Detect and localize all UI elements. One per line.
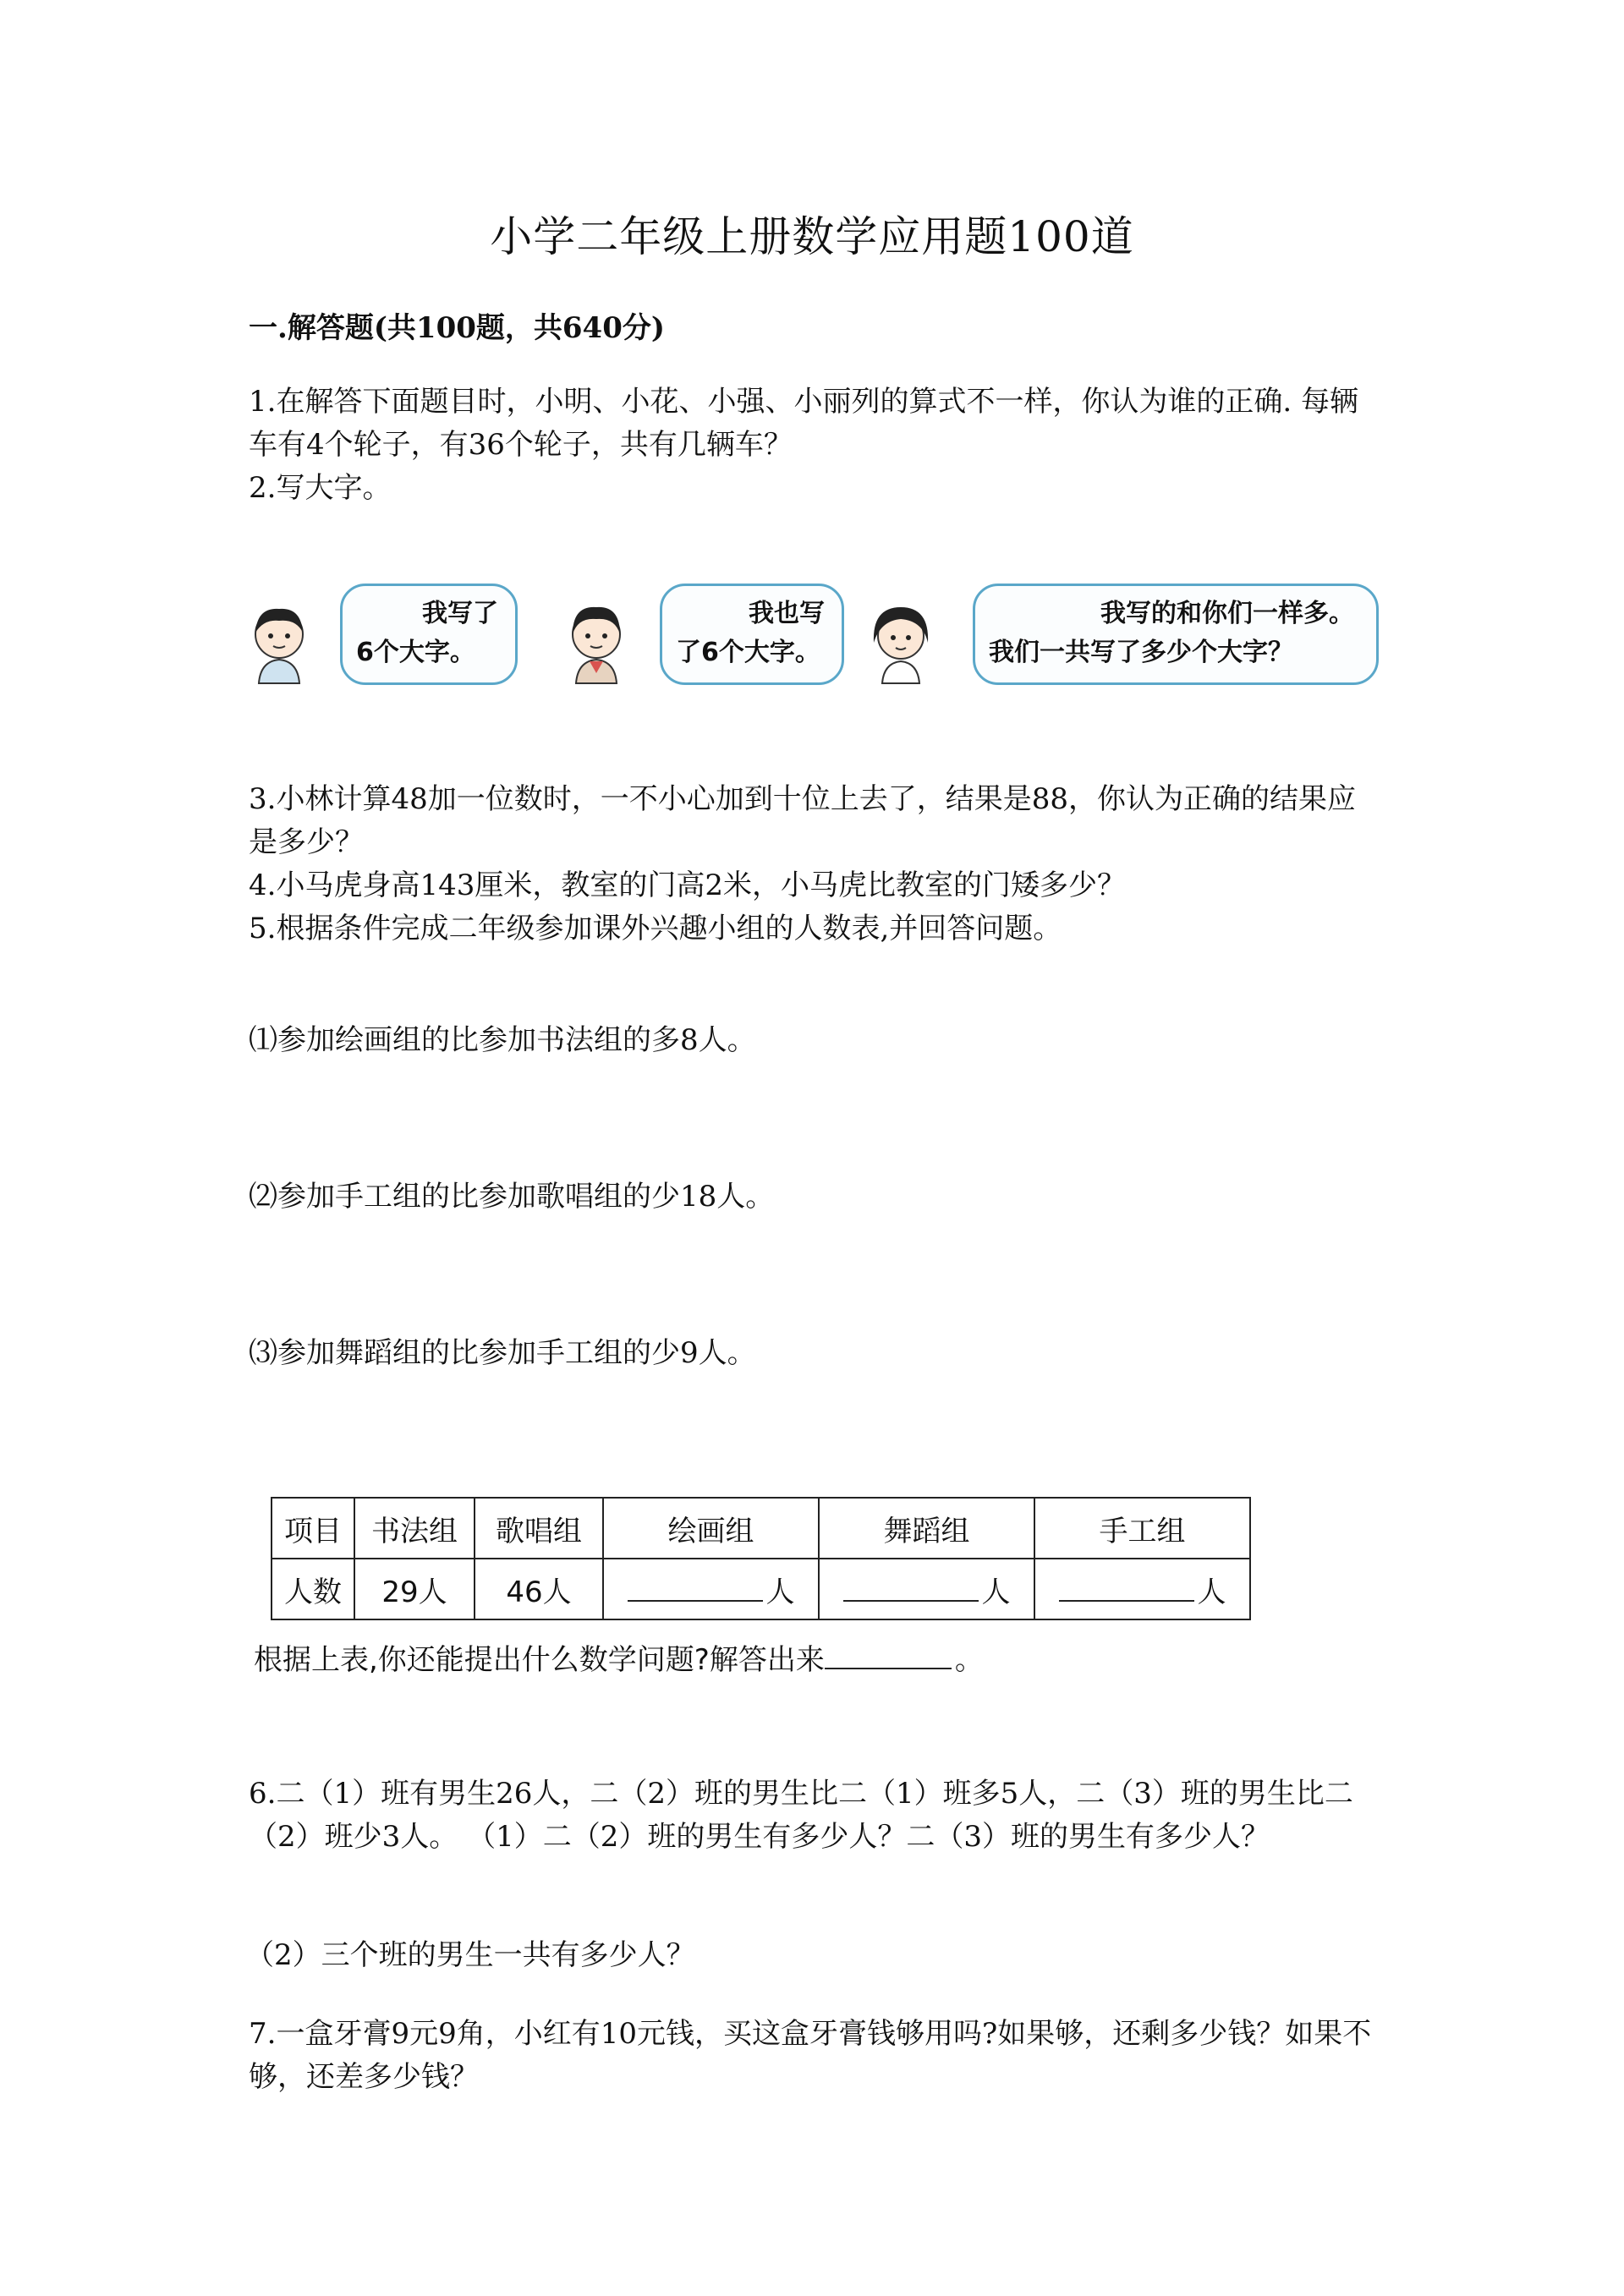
question-1: 1.在解答下面题目时，小明、小花、小强、小丽列的算式不一样，你认为谁的正确. 每辆车有4个轮子，有36个轮子，共有几辆车？ xyxy=(249,385,1359,462)
table-blank-cell[interactable] xyxy=(603,1559,819,1619)
question-7: 7.一盒牙膏9元9角，小红有10元钱，买这盒牙膏钱够用吗?如果够，还剩多少钱？如果不够，还差多少钱？ xyxy=(249,2017,1372,2094)
table-header-row xyxy=(272,1498,1250,1559)
speech-bubble-3 xyxy=(973,584,1379,685)
bubble-1-line-2: 6个大字。 xyxy=(356,638,475,667)
question-5-condition-2: ⑵参加手工组的比参加歌唱组的少18人。 xyxy=(249,1180,775,1214)
table-cell: 46人 xyxy=(475,1559,603,1619)
boy-icon xyxy=(562,600,630,685)
table-follow-up-text: 根据上表,你还能提出什么数学问题?解答出来 xyxy=(254,1643,825,1677)
answer-blank[interactable] xyxy=(1059,1571,1194,1602)
table-header-cell: 舞蹈组 xyxy=(819,1498,1034,1559)
dialogue-illustration xyxy=(245,575,1387,702)
question-2: 2.写大字。 xyxy=(249,471,392,505)
bubble-2-line-1: 我也写 xyxy=(749,599,825,628)
bubble-3-line-2: 我们一共写了多少个大字？ xyxy=(989,638,1293,667)
table-header-cell: 项目 xyxy=(272,1498,354,1559)
answer-blank[interactable] xyxy=(843,1571,979,1602)
question-6-part-2: （2）三个班的男生一共有多少人？ xyxy=(245,1938,695,1972)
boy-icon xyxy=(245,600,313,685)
table-row-label: 人数 xyxy=(272,1559,354,1619)
bubble-2-line-2: 了6个大字。 xyxy=(676,638,820,667)
table-follow-up xyxy=(254,1636,984,1678)
question-5-condition-1: ⑴参加绘画组的比参加书法组的多8人。 xyxy=(249,1023,756,1057)
answer-blank[interactable] xyxy=(628,1571,763,1602)
answer-blank[interactable] xyxy=(825,1639,952,1669)
section-heading: 一.解答题(共100题，共640分) xyxy=(249,311,665,345)
question-5-condition-3: ⑶参加舞蹈组的比参加手工组的少9人。 xyxy=(249,1336,756,1370)
unit-label: 人 xyxy=(765,1575,795,1609)
table-header-cell: 书法组 xyxy=(354,1498,475,1559)
interest-group-table xyxy=(271,1497,1251,1620)
bubble-3-line-1: 我写的和你们一样多。 xyxy=(1100,599,1354,628)
table-header-cell: 手工组 xyxy=(1034,1498,1250,1559)
question-4: 4.小马虎身高143厘米，教室的门高2米，小马虎比教室的门矮多少？ xyxy=(249,869,1126,902)
table-header-cell: 歌唱组 xyxy=(475,1498,603,1559)
table-header-cell: 绘画组 xyxy=(603,1498,819,1559)
unit-label: 人 xyxy=(981,1575,1011,1609)
table-blank-cell[interactable] xyxy=(1034,1559,1250,1619)
page-title: 小学二年级上册数学应用题100道 xyxy=(490,212,1134,261)
speech-bubble-2 xyxy=(660,584,844,685)
table-blank-cell[interactable] xyxy=(819,1559,1034,1619)
speech-bubble-1 xyxy=(340,584,518,685)
girl-icon xyxy=(867,600,935,685)
question-6: 6.二（1）班有男生26人，二（2）班的男生比二（1）班多5人，二（3）班的男生比二（2）班少3人。 （1）二（2）班的男生有多少人？二（3）班的男生有多少人？ xyxy=(249,1777,1353,1854)
bubble-1-line-1: 我写了 xyxy=(422,599,498,628)
unit-label: 人 xyxy=(1197,1575,1226,1609)
table-row xyxy=(272,1559,1250,1619)
question-5: 5.根据条件完成二年级参加课外兴趣小组的人数表,并回答问题。 xyxy=(249,912,1062,945)
table-follow-up-end: 。 xyxy=(954,1643,984,1677)
question-3: 3.小林计算48加一位数时，一不小心加到十位上去了，结果是88，你认为正确的结果应是多少？ xyxy=(249,782,1356,859)
table-cell: 29人 xyxy=(354,1559,475,1619)
